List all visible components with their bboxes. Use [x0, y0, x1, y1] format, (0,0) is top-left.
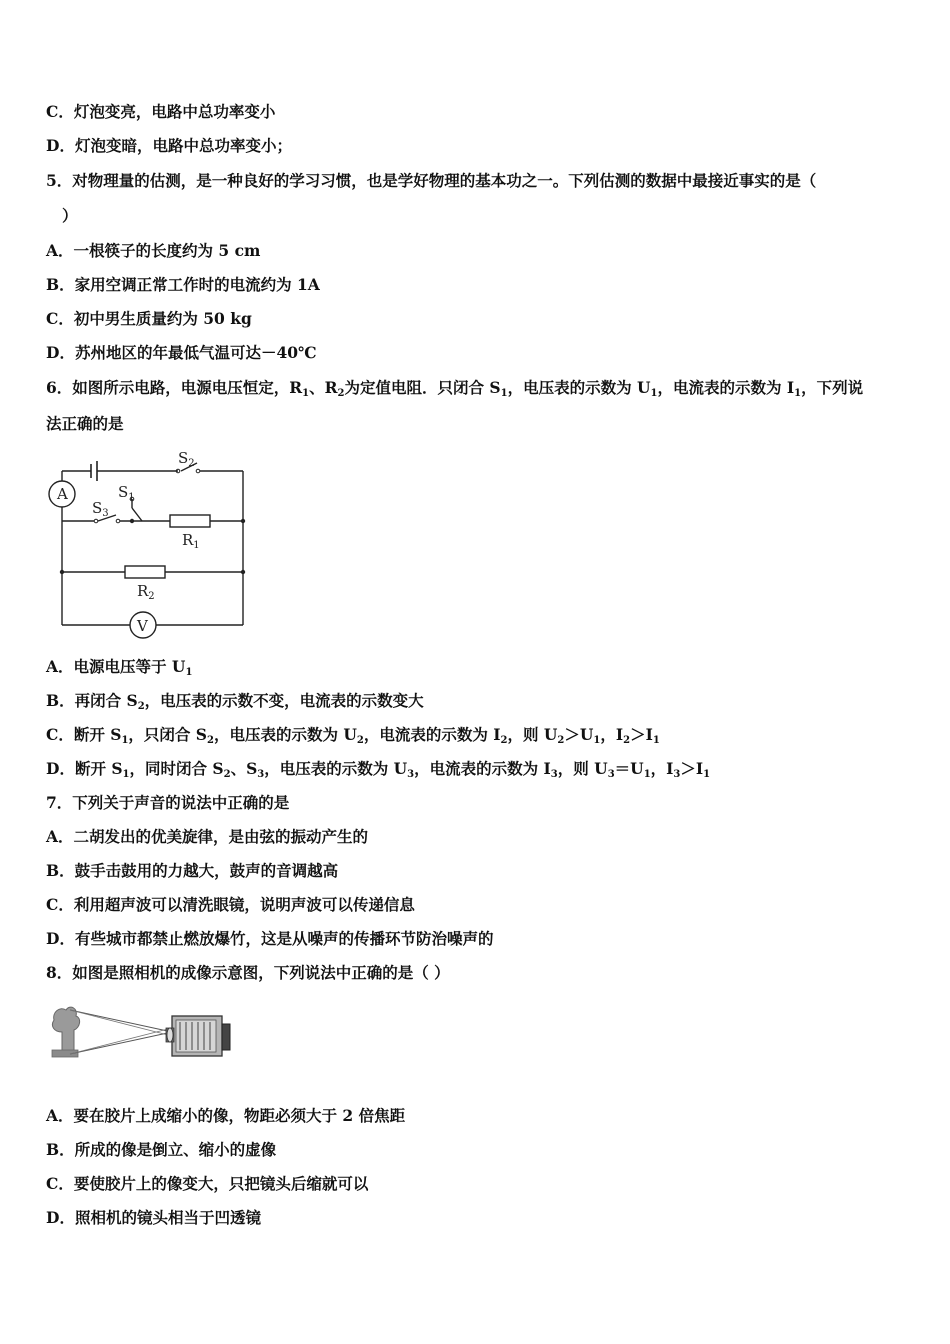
q4-option-d: D．灯泡变暗，电路中总功率变小；	[46, 136, 292, 155]
q7-option-a: A．二胡发出的优美旋律，是由弦的振动产生的	[46, 827, 369, 846]
r1-label: $R_1$	[182, 531, 200, 551]
voltmeter-label: V	[137, 617, 148, 635]
q5-option-a: A．一根筷子的长度约为 5 cm	[46, 241, 261, 260]
s3-label: $S_3$	[92, 499, 109, 519]
q6-option-c: C．断开 $S_1$，只闭合 $S_2$，电压表的示数为 $U_2$，电流表的示数为 $I_2$，则 $U_2>U_1$，$I_2>I_1$	[46, 725, 660, 746]
q8-option-d: D．照相机的镜头相当于凹透镜	[46, 1208, 261, 1227]
q5-stem: 5．对物理量的估测，是一种良好的学习习惯，也是学好物理的基本功之一。下列估测的数据中最接近事实的是（	[46, 171, 817, 190]
q7-option-d: D．有些城市都禁止燃放爆竹，这是从噪声的传播环节防治噪声的	[46, 929, 494, 948]
q7-option-c: C．利用超声波可以清洗眼镜，说明声波可以传递信息	[46, 895, 415, 914]
s2-label: $S_2$	[178, 449, 195, 469]
q6-circuit-diagram	[40, 445, 260, 645]
q6-stem-line2: 法正确的是	[46, 414, 124, 433]
q5-option-b: B．家用空调正常工作时的电流约为 1A	[46, 275, 320, 294]
q7-stem: 7．下列关于声音的说法中正确的是	[46, 793, 290, 812]
s1-label: $S_1$	[118, 483, 135, 503]
q6-stem: 6．如图所示电路，电源电压恒定，$R_1$、$R_2$为定值电阻．只闭合 $S_1$，电压表的示数为 $U_1$，电流表的示数为 $I_1$，下列说	[46, 378, 864, 399]
q5-option-c: C．初中男生质量约为 50 kg	[46, 309, 252, 328]
q6-option-a: A．电源电压等于 $U_1$	[46, 657, 193, 678]
q6-option-d: D．断开 $S_1$，同时闭合 $S_2$、$S_3$，电压表的示数为 $U_3$，电流表的示数为 $I_3$，则 $U_3=U_1$，$I_3>I_1$	[46, 759, 711, 780]
q8-option-a: A．要在胶片上成缩小的像，物距必须大于 2 倍焦距	[46, 1106, 406, 1125]
q4-option-c: C．灯泡变亮，电路中总功率变小	[46, 102, 276, 121]
q6-option-b: B．再闭合 $S_2$，电压表的示数不变，电流表的示数变大	[46, 691, 424, 712]
q8-option-c: C．要使胶片上的像变大，只把镜头后缩就可以	[46, 1174, 369, 1193]
ammeter-label: A	[57, 485, 68, 503]
q8-stem: 8．如图是照相机的成像示意图，下列说法中正确的是（ ）	[46, 963, 450, 982]
q8-option-b: B．所成的像是倒立、缩小的虚像	[46, 1140, 277, 1159]
q7-option-b: B．鼓手击鼓用的力越大，鼓声的音调越高	[46, 861, 339, 880]
q5-option-d: D．苏州地区的年最低气温可达－40℃	[46, 343, 317, 362]
r2-label: $R_2$	[137, 582, 155, 602]
q5-stem-end: ）	[62, 206, 78, 225]
q8-camera-diagram	[48, 998, 233, 1068]
